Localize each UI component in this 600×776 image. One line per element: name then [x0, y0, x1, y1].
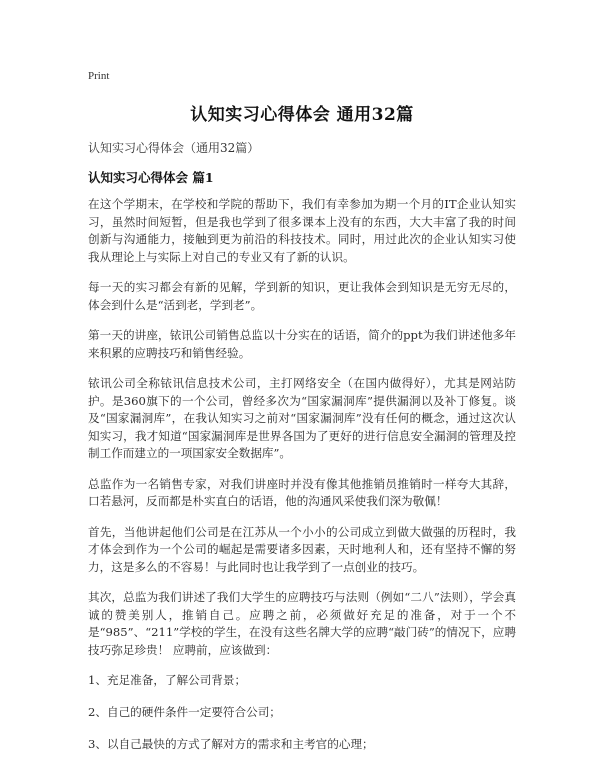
- list-item-2: 2、自己的硬件条件一定要符合公司；: [88, 705, 281, 719]
- document-title: 认知实习心得体会 通用32篇: [190, 105, 414, 125]
- paragraph-7: 其次，总监为我们讲述了我们大学生的应聘技巧与法则（例如“二八”法则），学会真诚的赞美别人，推销自己。应聘之前，必须做好充足的准备，对于一个不是“985”、“211”学校的学生，在没有这些名牌大学的应聘“敲门砖”的情况下，应聘技巧弥足珍贵！ 应聘前，应该做到：: [88, 590, 516, 657]
- paragraph-6: 首先，当他讲起他们公司是在江苏从一个小小的公司成立到做大做强的历程时，我才体会到作为一个公司的崛起是需要诸多因素，天时地利人和，还有坚持不懈的努力，这是多么的不容易！与此同时也让我学到了一点创业的技巧。: [88, 524, 516, 574]
- document-subtitle: 认知实习心得体会（通用32篇）: [88, 141, 260, 155]
- list-item-3: 3、以自己最快的方式了解对方的需求和主考官的心理；: [88, 737, 374, 751]
- paragraph-2: 每一天的实习都会有新的见解，学到新的知识，更让我体会到知识是无穷无尽的，体会到什么是“活到老，学到老”。: [88, 280, 516, 312]
- paragraph-5: 总监作为一名销售专家，对我们讲座时并没有像其他推销员推销时一样夸大其辞，口若悬河，反而都是朴实直白的话语，他的沟通风采使我们深为敬佩！: [88, 476, 516, 508]
- paragraph-1: 在这个学期末，在学校和学院的帮助下，我们有幸参加为期一个月的IT企业认知实习，虽然时间短暂，但是我也学到了很多课本上没有的东西，大大丰富了我的时间创新与沟通能力，接触到更为前沿的科技技术。同时，用过此次的企业认知实习使我从理论上与实际上对自己的专业又有了新的认识。: [88, 197, 516, 264]
- print-label[interactable]: Print: [88, 70, 110, 82]
- paragraph-4: 铱讯公司全称铱讯信息技术公司，主打网络安全（在国内做得好），尤其是网站防护。是360旗下的一个公司，曾经多次为“国家漏洞库”提供漏洞以及补丁修复。谈及“国家漏洞库”，在我认知实习之前对“国家漏洞库”没有任何的概念，通过这次认知实习，我才知道“国家漏洞库是世界各国为了更好的进行信息安全漏洞的管理及控制工作而建立的一项国家安全数据库”。: [88, 376, 516, 460]
- list-item-1: 1、充足准备，了解公司背景；: [88, 673, 247, 687]
- paragraph-3: 第一天的讲座，铱讯公司销售总监以十分实在的话语，简介的ppt为我们讲述他多年来积累的应聘技巧和销售经验。: [88, 328, 516, 360]
- section-heading: 认知实习心得体会 篇1: [88, 170, 214, 185]
